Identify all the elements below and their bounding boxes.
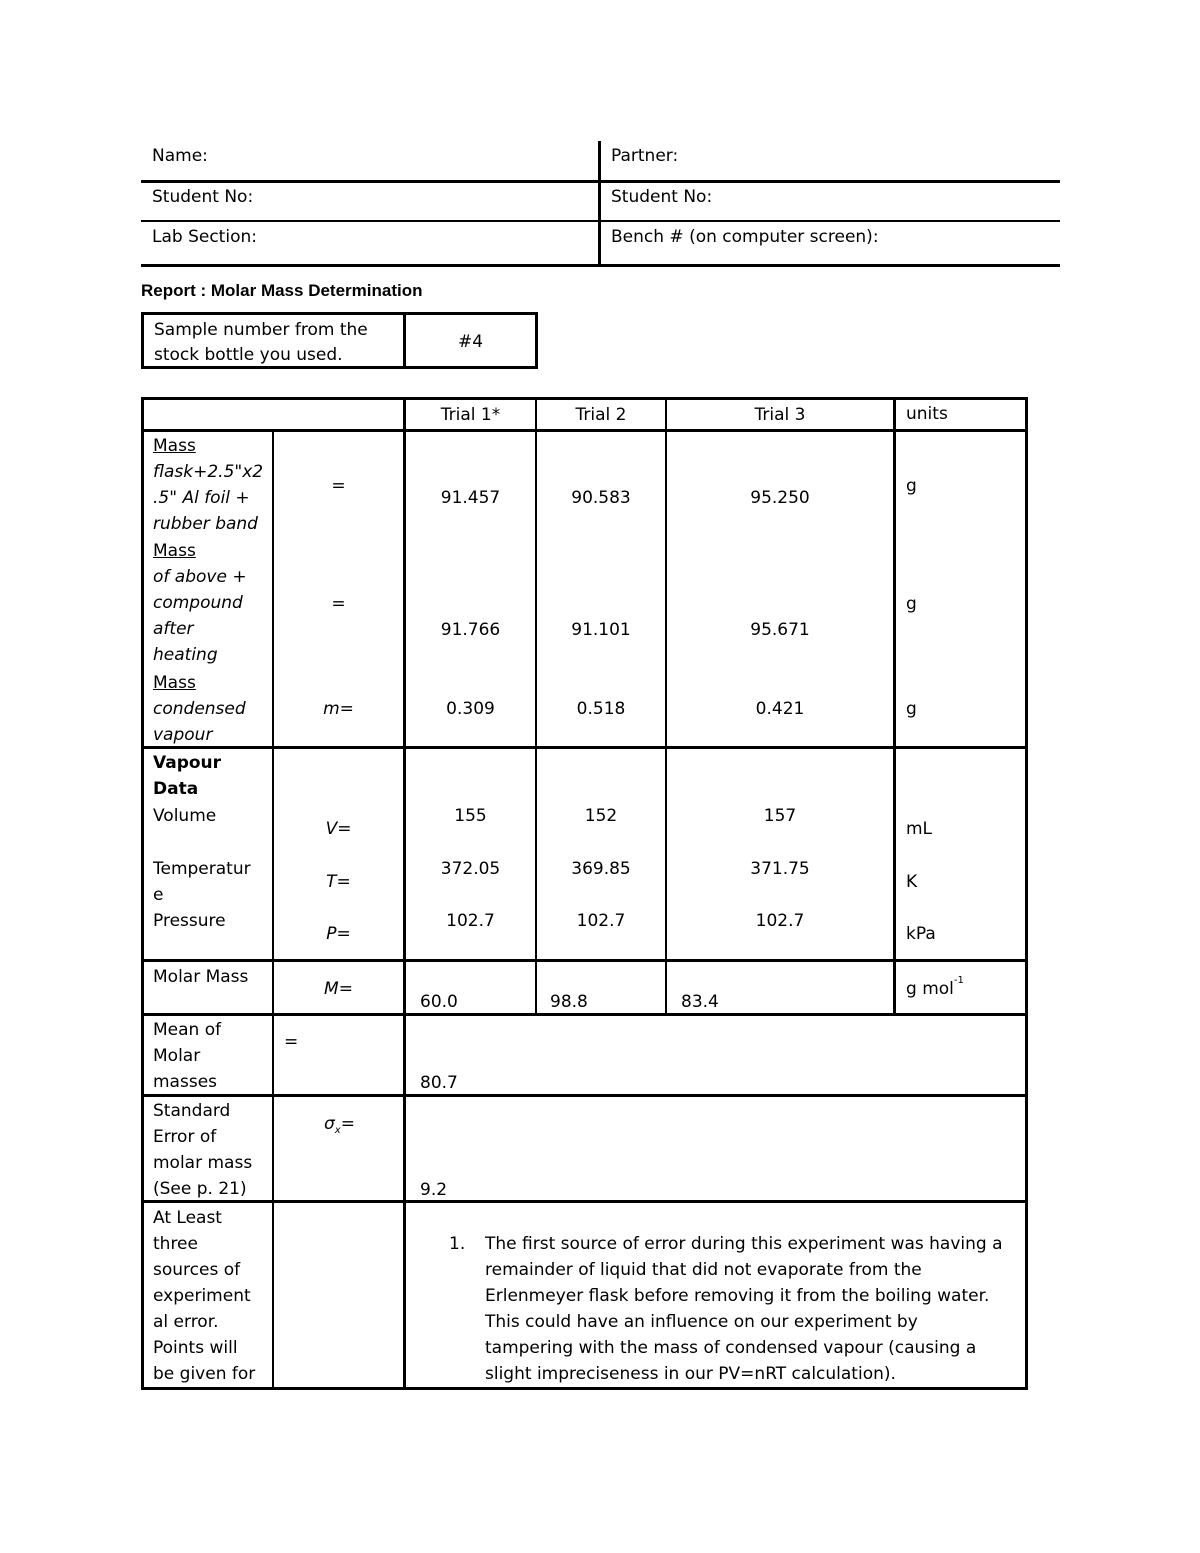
volume-trial3: 157 [763, 806, 797, 826]
volume-label: Volume [153, 806, 217, 826]
mass2-trial1: 91.766 [440, 620, 501, 640]
temperature-trial1: 372.05 [440, 859, 501, 879]
sample-label-line: stock bottle you used. [154, 345, 343, 365]
mass2-symbol: = [331, 594, 346, 614]
col-header-trial-3: Trial 3 [754, 405, 806, 425]
partner-student-no-label: Student No: [611, 187, 713, 207]
mass1-trial1: 91.457 [440, 488, 501, 508]
pressure-unit: kPa [906, 924, 936, 944]
pressure-trial1: 102.7 [446, 911, 495, 931]
molar-mass-label: Molar Mass [153, 967, 249, 987]
mass1-label: Mass flask+2.5"x2 .5" Al foil + rubber band [153, 436, 264, 534]
temperature-trial2: 369.85 [571, 859, 631, 879]
mass2-unit: g [906, 594, 917, 614]
mass3-symbol: m= [323, 699, 354, 719]
molar-mass-symbol: M= [324, 979, 353, 999]
col-header-trial-1: Trial 1* [440, 405, 501, 425]
mass2-label: Mass of above + compound after heating [153, 541, 247, 665]
lab-section-label: Lab Section: [152, 227, 257, 247]
mass3-trial3: 0.421 [755, 699, 805, 719]
pressure-label: Pressure [153, 911, 226, 931]
report-title: Report : Molar Mass Determination [141, 281, 423, 300]
volume-unit: mL [906, 819, 933, 839]
volume-symbol: V= [325, 819, 352, 839]
mean-symbol: = [284, 1032, 299, 1052]
mass3-trial2: 0.518 [576, 699, 626, 719]
header-rule [141, 220, 1060, 222]
bench-label: Bench # (on computer screen): [611, 227, 879, 247]
name-label: Name: [152, 146, 208, 166]
mass3-label: Mass condensed vapour [153, 673, 246, 745]
mean-value: 80.7 [420, 1073, 458, 1093]
std-error-label: Standard Error of molar mass (See p. 21) [153, 1101, 253, 1199]
mass1-symbol: = [331, 476, 346, 496]
temperature-unit: K [906, 872, 918, 892]
mass2-trial3: 95.671 [750, 620, 810, 640]
pressure-symbol: P= [326, 924, 351, 944]
sample-number: #4 [457, 332, 484, 352]
mean-label: Mean of Molar masses [153, 1020, 222, 1092]
temperature-symbol: T= [326, 872, 351, 892]
volume-trial2: 152 [584, 806, 618, 826]
errors-label: At Least three sources of experiment al error. Points will be given for [153, 1208, 256, 1384]
col-header-units: units [906, 404, 948, 424]
header-divider [598, 141, 601, 266]
mass3-trial1: 0.309 [446, 699, 495, 719]
temperature-label: Temperatur e [153, 859, 251, 905]
molar-mass-trial1: 60.0 [420, 992, 458, 1012]
mass1-unit: g [906, 476, 917, 496]
mass2-trial2: 91.101 [571, 620, 631, 640]
molar-mass-trial2: 98.8 [550, 992, 588, 1012]
temperature-trial3: 371.75 [750, 859, 810, 879]
pressure-trial3: 102.7 [755, 911, 805, 931]
molar-mass-unit: g mol$^{-1}$ [906, 975, 964, 999]
vapour-title: Vapour Data [153, 753, 222, 799]
col-header-trial-2: Trial 2 [575, 405, 627, 425]
header-rule [141, 264, 1060, 267]
error-item-number: 1. [449, 1234, 466, 1254]
error-item-text: The first source of error during this experiment was having a remainder of liquid that did not evaporate from the Erlenmeyer flask before removing it from the boiling water. This could have an influence on our experiment by tampering with the mass of condensed vapour (causing a slight impreciseness in our PV=nRT calculation). [485, 1234, 1003, 1384]
mass1-trial3: 95.250 [750, 488, 810, 508]
std-error-symbol: $\sigma_x=$ [324, 1114, 355, 1136]
partner-label: Partner: [611, 146, 679, 166]
student-no-label: Student No: [152, 187, 254, 207]
pressure-trial2: 102.7 [576, 911, 626, 931]
mass3-unit: g [906, 699, 917, 719]
sample-label-line: Sample number from the [154, 320, 368, 340]
mass1-trial2: 90.583 [571, 488, 631, 508]
molar-mass-trial3: 83.4 [681, 992, 719, 1012]
header-rule [141, 180, 1060, 183]
std-error-value: 9.2 [420, 1180, 448, 1200]
volume-trial1: 155 [454, 806, 487, 826]
